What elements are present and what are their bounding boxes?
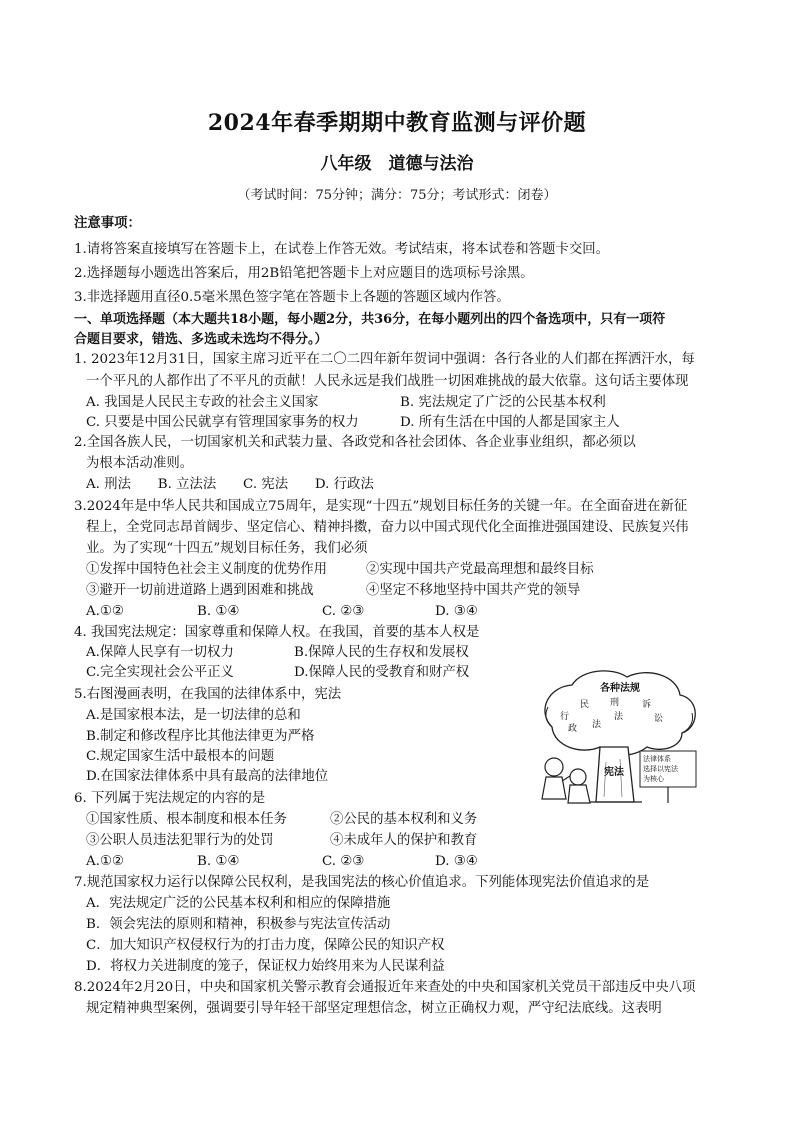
statement: ①发挥中国特色社会主义制度的优势作用	[86, 562, 328, 577]
question-stem: 5.右图漫画表明，在我国的法律体系中，宪法	[74, 687, 342, 702]
question-stem: 3.2024年是中华人民共和国成立75周年，是实现“十四五”规划目标任务的关键一年。在全面奋进在新征	[74, 499, 688, 514]
question-stem: 为根本活动准则。	[86, 456, 194, 471]
cartoon-sign-text: 选择以宪法	[643, 765, 678, 773]
option-b: B. ①④	[197, 854, 240, 869]
statement: ①国家性质、根本制度和根本任务	[86, 812, 287, 827]
statement: ②实现中国共产党最高理想和最终目标	[366, 562, 594, 577]
cartoon-leaf-word: 法	[614, 712, 624, 722]
exam-subtitle: 八年级 道德与法治	[320, 154, 474, 174]
option-c: C.规定国家生活中最根本的问题	[86, 749, 275, 764]
note-item: 3.非选择题用直径0.5毫米黑色签字笔在答题卡上各题的答题区域内作答。	[74, 290, 510, 305]
question-stem: 程上，全党同志昂首阔步、坚定信心、精神抖擞，奋力以中国式现代化全面推进强国建设、民族复兴伟	[86, 520, 689, 535]
notes-heading: 注意事项：	[74, 215, 141, 231]
cartoon-sign-text: 法律体系	[643, 755, 671, 763]
statement: ④未成年人的保护和教育	[330, 833, 478, 848]
question-stem: 7.规范国家权力运行以保障公民权利，是我国宪法的核心价值追求。下列能体现宪法价值追求的是	[74, 875, 650, 890]
cartoon-leaf-word: 刑	[610, 698, 620, 708]
constitution-tree-cartoon	[532, 667, 702, 809]
cartoon-leaf-word: 民	[580, 700, 590, 710]
cartoon-trunk-label: 宪法	[604, 767, 624, 778]
option-a: A.是国家根本法，是一切法律的总和	[86, 708, 301, 723]
exam-title: 2024年春季期期中教育监测与评价题	[207, 110, 587, 136]
option-d: D.在国家法律体系中具有最高的法律地位	[86, 769, 329, 784]
section-heading-cont: 合题目要求，错选、多选或未选均不得分。）	[74, 332, 328, 347]
option-a: A. 我国是人民民主专政的社会主义国家	[86, 395, 319, 410]
question-stem: 6. 下列属于宪法规定的内容的是	[74, 791, 266, 806]
option-d: D. ③④	[435, 854, 478, 869]
cartoon-crown-label: 各种法规	[600, 683, 640, 694]
question-stem: 2.全国各族人民，一切国家机关和武装力量、各政党和各社会团体、各企业事业组织，都必须以	[74, 435, 636, 450]
option-b: B．领会宪法的原则和精神，积极参与宪法宣传活动	[86, 917, 391, 932]
option-b: B.保障人民的生存权和发展权	[294, 645, 469, 660]
cartoon-sign-text: 为核心	[643, 775, 664, 783]
statement: ②公民的基本权利和义务	[330, 812, 478, 827]
section-heading: 一、单项选择题（本大题共18小题，每小题2分，共36分，在每小题列出的四个备选项中，只有一项符	[74, 312, 666, 327]
cartoon-leaf-word: 诉	[642, 700, 652, 710]
option-d: D. 所有生活在中国的人都是国家主人	[400, 415, 620, 430]
option-c: C.完全实现社会公平正义	[86, 665, 234, 680]
option-d: D. ③④	[435, 604, 478, 619]
option-a: A.保障人民享有一切权力	[86, 645, 234, 660]
cartoon-leaf-word: 讼	[654, 714, 664, 724]
option-c: C．加大知识产权侵权行为的打击力度，保障公民的知识产权	[86, 938, 445, 953]
option-c: C. ②③	[322, 604, 365, 619]
options-row: A. 刑法 B. 立法法 C. 宪法 D. 行政法	[86, 477, 374, 492]
option-b: B. 宪法规定了广泛的公民基本权利	[400, 395, 606, 410]
cartoon-leaf-word: 法	[592, 720, 602, 730]
exam-info: （考试时间：75分钟；满分：75分；考试形式：闭卷）	[237, 188, 557, 203]
note-item: 1.请将答案直接填写在答题卡上，在试卷上作答无效。考试结束，将本试卷和答题卡交回。	[74, 242, 610, 257]
cartoon-leaf-word: 行	[560, 712, 570, 722]
statement: ③公职人员违法犯罪行为的处罚	[86, 833, 274, 848]
question-stem: 8.2024年2月20日，中央和国家机关警示教育会通报近年来查处的中央和国家机关党员干部违反中央八项	[74, 980, 696, 995]
cartoon-leaf-word: 政	[568, 724, 578, 734]
option-c: C. ②③	[322, 854, 365, 869]
option-d: D.保障人民的受教育和财产权	[294, 665, 470, 680]
note-item: 2.选择题每小题选出答案后，用2B铅笔把答题卡上对应题目的选项标号涂黑。	[74, 266, 534, 281]
statement: ③避开一切前进道路上遇到困难和挑战	[86, 583, 314, 598]
option-d: D．将权力关进制度的笼子，保证权力始终用来为人民谋利益	[86, 959, 445, 974]
question-stem: 业。为了实现“十四五”规划目标任务，我们必须	[86, 541, 368, 556]
question-stem: 规定精神典型案例，强调要引导年轻干部坚定理想信念，树立正确权力观，严守纪法底线。这表明	[86, 1001, 662, 1016]
option-a: A.①②	[86, 604, 124, 619]
question-stem: 4. 我国宪法规定：国家尊重和保障人权。在我国，首要的基本人权是	[74, 625, 480, 640]
option-b: B.制定和修改程序比其他法律更为严格	[86, 729, 315, 744]
option-a: A．宪法规定广泛的公民基本权利和相应的保障措施	[86, 896, 391, 911]
option-b: B. ①④	[197, 604, 240, 619]
question-stem: 一个平凡的人都作出了不平凡的贡献！人民永远是我们战胜一切困难挑战的最大依靠。这句话主要体现	[86, 374, 689, 389]
question-stem: 1. 2023年12月31日，国家主席习近平在二〇二四年新年贺词中强调：各行各业的人们都在挥洒汗水，每	[74, 352, 695, 367]
option-c: C. 只要是中国公民就享有管理国家事务的权力	[86, 415, 359, 430]
statement: ④坚定不移地坚持中国共产党的领导	[366, 583, 581, 598]
option-a: A.①②	[86, 854, 124, 869]
